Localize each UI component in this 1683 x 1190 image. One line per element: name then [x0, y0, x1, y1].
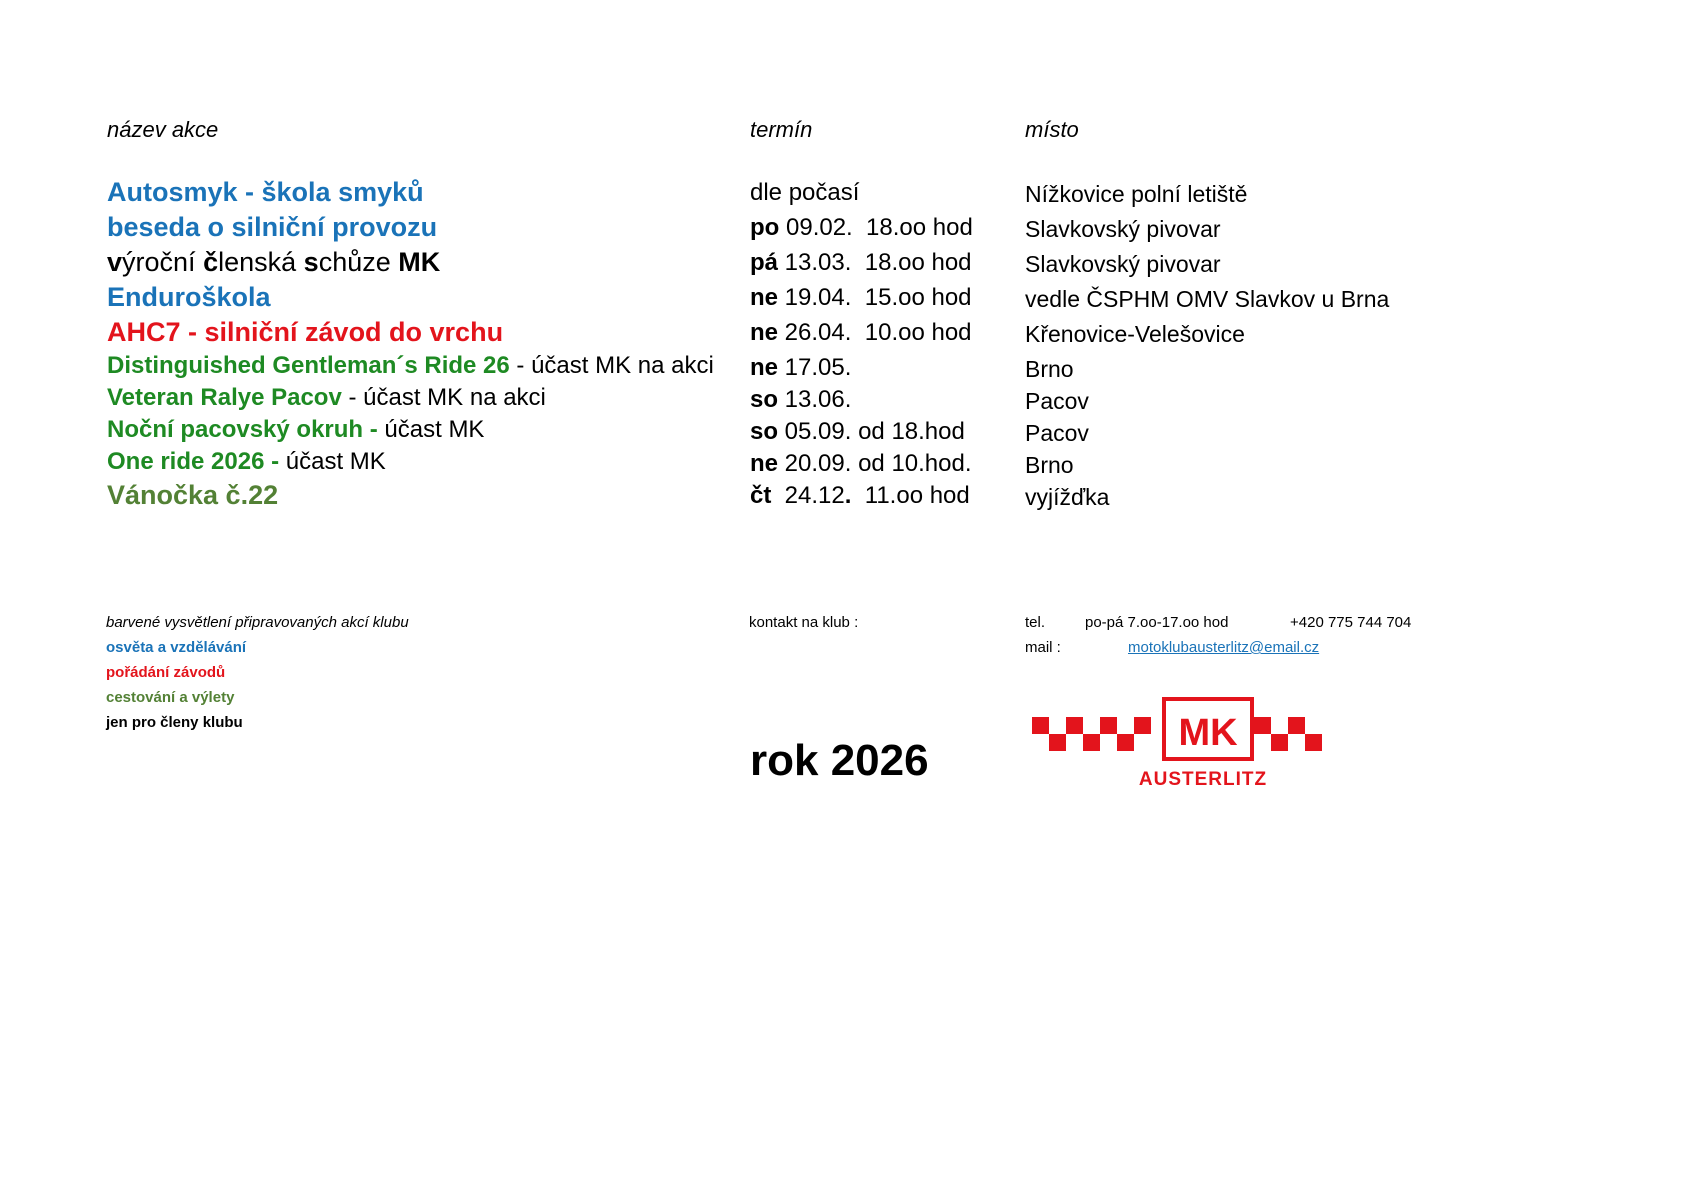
- event-name-0: [107, 177, 424, 207]
- event-date-1: [750, 214, 973, 242]
- event-name-part: ýroční: [122, 247, 204, 277]
- event-day: so: [750, 386, 779, 413]
- checker-square: [1254, 717, 1271, 734]
- event-name-6: [107, 384, 546, 412]
- event-name-1: [107, 212, 437, 242]
- event-date-value: 20.09. od 10.hod.: [778, 450, 972, 477]
- event-name-part: účast MK: [384, 416, 485, 443]
- legend-item-races: pořádání závodů: [106, 664, 226, 681]
- tel-label: tel.: [1025, 614, 1046, 631]
- event-name-part: One ride 2026 -: [107, 448, 286, 475]
- event-place-3: vedle ČSPHM OMV Slavkov u Brna: [1025, 286, 1390, 312]
- event-place-0: Nížkovice polní letiště: [1025, 181, 1248, 207]
- event-date-3: [750, 284, 972, 312]
- event-name-part: AHC7 - silniční závod do vrchu: [107, 317, 504, 347]
- event-place-5: Brno: [1025, 356, 1074, 382]
- event-date-6: [750, 386, 851, 414]
- header-date: termín: [750, 117, 813, 142]
- event-day: pá: [750, 249, 779, 276]
- event-date-value: 05.09. od 18.hod: [778, 418, 965, 445]
- checker-square: [1288, 717, 1305, 734]
- event-place-2: Slavkovský pivovar: [1025, 251, 1221, 277]
- event-date-4: [750, 319, 972, 347]
- event-date-value: 24.12: [771, 482, 845, 509]
- event-name-part: MK: [398, 247, 441, 277]
- event-date-9: [750, 482, 970, 510]
- event-name-3: [107, 282, 271, 312]
- event-date-value: 13.03. 18.oo hod: [778, 249, 972, 276]
- event-day: ne: [750, 319, 779, 346]
- contact-label: kontakt na klub :: [749, 614, 859, 631]
- checker-square: [1083, 734, 1100, 751]
- event-time: 11.oo hod: [851, 482, 970, 509]
- event-name-part: Autosmyk - škola smyků: [107, 177, 424, 207]
- event-place-6: Pacov: [1025, 388, 1089, 414]
- checker-square: [1134, 717, 1151, 734]
- event-date-value: 19.04. 15.oo hod: [778, 284, 972, 311]
- checker-square: [1066, 717, 1083, 734]
- email-link[interactable]: motoklubausterlitz@email.cz: [1128, 639, 1320, 656]
- event-name-4: [107, 317, 503, 347]
- legend-item-members: jen pro členy klubu: [106, 714, 243, 731]
- event-day: ne: [750, 450, 779, 477]
- svg-text:MK: MK: [1178, 712, 1238, 754]
- event-name-part: č: [203, 247, 219, 277]
- event-name-part: Enduroškola: [107, 282, 271, 312]
- event-name-2: [107, 247, 440, 277]
- mk-austerlitz-logo: [1030, 695, 1330, 791]
- header-event-name: název akce: [107, 117, 219, 142]
- legend-title: barvené vysvětlení připravovaných akcí klubu: [106, 614, 409, 631]
- event-date-value: dle počasí: [750, 179, 860, 206]
- year-title: rok 2026: [750, 736, 929, 785]
- header-place: místo: [1025, 117, 1079, 142]
- event-date-2: [750, 249, 972, 277]
- event-name-part: lenská: [218, 247, 304, 277]
- event-name-part: chůze: [318, 247, 399, 277]
- checker-square: [1117, 734, 1134, 751]
- event-name-7: [107, 416, 484, 444]
- checker-square: [1271, 734, 1288, 751]
- event-name-part: - účast MK na akci: [341, 384, 546, 411]
- checker-square: [1305, 734, 1322, 751]
- event-date-7: [750, 418, 965, 446]
- event-day: po: [750, 214, 780, 241]
- event-date-value: 13.06.: [778, 386, 852, 413]
- event-name-5: [107, 352, 714, 380]
- checker-square: [1032, 717, 1049, 734]
- event-name-part: Distinguished Gentleman´s Ride 26: [107, 352, 510, 379]
- mail-label: mail :: [1025, 639, 1061, 656]
- club-logo: [1030, 695, 1330, 796]
- event-name-9: [107, 480, 278, 510]
- event-date-8: [750, 450, 972, 478]
- legend-item-travel: cestování a výlety: [106, 689, 235, 706]
- event-date-value: 17.05.: [778, 354, 852, 381]
- svg-text:AUSTERLITZ: AUSTERLITZ: [1138, 769, 1268, 790]
- event-date-0: [750, 179, 859, 207]
- legend-item-education: osvěta a vzdělávání: [106, 639, 247, 656]
- tel-number: +420 775 744 704: [1290, 614, 1412, 631]
- event-name-part: Noční pacovský okruh -: [107, 416, 385, 443]
- event-place-4: Křenovice-Velešovice: [1025, 321, 1245, 347]
- event-place-8: Brno: [1025, 452, 1074, 478]
- event-place-7: Pacov: [1025, 420, 1089, 446]
- event-place-9: vyjížďka: [1025, 484, 1110, 510]
- event-day: čt: [750, 482, 772, 509]
- event-place-1: Slavkovský pivovar: [1025, 216, 1221, 242]
- event-name-part: - účast MK na akci: [509, 352, 714, 379]
- event-name-part: účast MK: [285, 448, 386, 475]
- event-date-dot: .: [844, 482, 852, 509]
- checker-square: [1100, 717, 1117, 734]
- event-name-8: [107, 448, 386, 476]
- tel-hours: po-pá 7.oo-17.oo hod: [1085, 614, 1229, 631]
- event-day: so: [750, 418, 779, 445]
- event-day: ne: [750, 354, 779, 381]
- event-date-value: 09.02. 18.oo hod: [779, 214, 973, 241]
- event-name-part: v: [107, 247, 123, 277]
- event-name-part: Vánočka č.22: [107, 480, 279, 510]
- checker-square: [1049, 734, 1066, 751]
- event-name-part: s: [303, 247, 319, 277]
- event-name-part: Veteran Ralye Pacov: [107, 384, 342, 411]
- event-name-part: beseda o silniční provozu: [107, 212, 438, 242]
- event-date-5: [750, 354, 851, 382]
- event-day: ne: [750, 284, 779, 311]
- event-date-value: 26.04. 10.oo hod: [778, 319, 972, 346]
